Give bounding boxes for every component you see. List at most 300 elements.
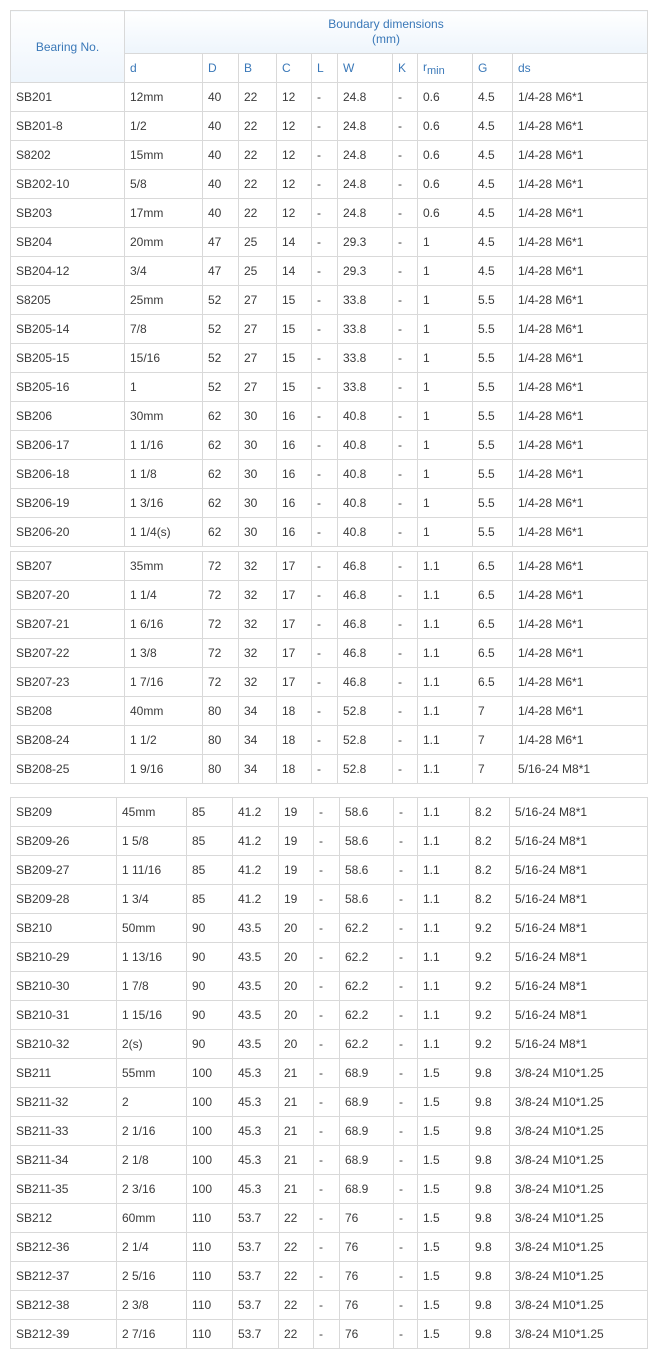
cell-K: - xyxy=(393,373,418,402)
cell-rmin: 1.5 xyxy=(418,1146,470,1175)
cell-B: 25 xyxy=(239,257,277,286)
cell-ds: 1/4-28 M6*1 xyxy=(513,112,648,141)
col-header-B: B xyxy=(239,54,277,83)
cell-C: 15 xyxy=(277,344,312,373)
cell-C: 21 xyxy=(279,1146,314,1175)
cell-B: 34 xyxy=(239,755,277,784)
cell-G: 5.5 xyxy=(473,286,513,315)
cell-ds: 1/4-28 M6*1 xyxy=(513,373,648,402)
cell-W: 58.6 xyxy=(340,827,394,856)
cell-L: - xyxy=(314,972,340,1001)
cell-W: 33.8 xyxy=(338,344,393,373)
cell-W: 62.2 xyxy=(340,1001,394,1030)
col-header-ds: ds xyxy=(513,54,648,83)
cell-ds: 5/16-24 M8*1 xyxy=(510,885,648,914)
cell-B: 34 xyxy=(239,726,277,755)
spec-table-sb201-sb206 xyxy=(10,10,648,547)
cell-rmin: 1 xyxy=(418,431,473,460)
cell-D: 72 xyxy=(203,668,239,697)
cell-d: 1 1/16 xyxy=(125,431,203,460)
cell-G: 5.5 xyxy=(473,344,513,373)
table-row xyxy=(11,1204,648,1233)
cell-K: - xyxy=(393,228,418,257)
cell-D: 52 xyxy=(203,286,239,315)
cell-ds: 3/8-24 M10*1.25 xyxy=(510,1117,648,1146)
cell-bearing-no: SB211-35 xyxy=(11,1175,117,1204)
cell-G: 9.2 xyxy=(470,972,510,1001)
cell-C: 12 xyxy=(277,112,312,141)
cell-W: 46.8 xyxy=(338,668,393,697)
cell-D: 90 xyxy=(187,914,233,943)
cell-D: 90 xyxy=(187,972,233,1001)
cell-G: 8.2 xyxy=(470,856,510,885)
cell-L: - xyxy=(312,83,338,112)
cell-D: 100 xyxy=(187,1059,233,1088)
cell-L: - xyxy=(312,518,338,547)
cell-C: 16 xyxy=(277,489,312,518)
cell-K: - xyxy=(393,489,418,518)
cell-K: - xyxy=(394,1146,418,1175)
cell-d: 1 6/16 xyxy=(125,610,203,639)
cell-rmin: 1.1 xyxy=(418,885,470,914)
cell-bearing-no: SB205-14 xyxy=(11,315,125,344)
cell-bearing-no: SB206-17 xyxy=(11,431,125,460)
cell-W: 40.8 xyxy=(338,460,393,489)
cell-bearing-no: SB212-36 xyxy=(11,1233,117,1262)
cell-L: - xyxy=(314,1262,340,1291)
cell-C: 20 xyxy=(279,1030,314,1059)
cell-ds: 3/8-24 M10*1.25 xyxy=(510,1291,648,1320)
cell-B: 22 xyxy=(239,83,277,112)
cell-L: - xyxy=(314,1030,340,1059)
cell-K: - xyxy=(393,610,418,639)
table-row xyxy=(11,726,648,755)
cell-K: - xyxy=(393,518,418,547)
table-row xyxy=(11,1088,648,1117)
cell-L: - xyxy=(312,755,338,784)
cell-C: 16 xyxy=(277,518,312,547)
cell-d: 1 3/4 xyxy=(117,885,187,914)
table-row xyxy=(11,639,648,668)
cell-W: 46.8 xyxy=(338,581,393,610)
cell-D: 85 xyxy=(187,885,233,914)
col-header-L: L xyxy=(312,54,338,83)
cell-bearing-no: SB208 xyxy=(11,697,125,726)
cell-bearing-no: SB210-29 xyxy=(11,943,117,972)
cell-d: 35mm xyxy=(125,552,203,581)
cell-D: 52 xyxy=(203,315,239,344)
r-label: r xyxy=(423,59,427,74)
cell-bearing-no: SB212-38 xyxy=(11,1291,117,1320)
cell-W: 76 xyxy=(340,1204,394,1233)
spec-table-sb209-sb212 xyxy=(10,797,648,1349)
cell-D: 47 xyxy=(203,228,239,257)
cell-W: 58.6 xyxy=(340,798,394,827)
cell-rmin: 0.6 xyxy=(418,170,473,199)
cell-C: 15 xyxy=(277,315,312,344)
cell-L: - xyxy=(312,726,338,755)
table-row xyxy=(11,1262,648,1291)
cell-rmin: 1.1 xyxy=(418,856,470,885)
cell-G: 5.5 xyxy=(473,373,513,402)
cell-D: 62 xyxy=(203,518,239,547)
cell-C: 16 xyxy=(277,460,312,489)
cell-D: 100 xyxy=(187,1117,233,1146)
cell-rmin: 1.1 xyxy=(418,581,473,610)
cell-G: 9.2 xyxy=(470,943,510,972)
cell-bearing-no: SB208-25 xyxy=(11,755,125,784)
cell-rmin: 1 xyxy=(418,344,473,373)
cell-L: - xyxy=(312,697,338,726)
col-header-rmin xyxy=(418,54,473,83)
cell-W: 52.8 xyxy=(338,697,393,726)
cell-rmin: 1.1 xyxy=(418,552,473,581)
cell-B: 30 xyxy=(239,402,277,431)
table-row xyxy=(11,798,648,827)
cell-B: 22 xyxy=(239,199,277,228)
cell-ds: 5/16-24 M8*1 xyxy=(510,972,648,1001)
cell-ds: 5/16-24 M8*1 xyxy=(510,1001,648,1030)
cell-D: 40 xyxy=(203,112,239,141)
cell-d: 2 3/8 xyxy=(117,1291,187,1320)
cell-B: 25 xyxy=(239,228,277,257)
cell-W: 40.8 xyxy=(338,518,393,547)
cell-K: - xyxy=(393,755,418,784)
cell-B: 53.7 xyxy=(233,1320,279,1349)
cell-rmin: 1.1 xyxy=(418,639,473,668)
cell-rmin: 1.5 xyxy=(418,1117,470,1146)
cell-W: 24.8 xyxy=(338,83,393,112)
bearing-no-header: Bearing No. xyxy=(11,11,125,83)
cell-rmin: 1 xyxy=(418,489,473,518)
cell-G: 5.5 xyxy=(473,315,513,344)
cell-D: 110 xyxy=(187,1233,233,1262)
cell-ds: 5/16-24 M8*1 xyxy=(513,755,648,784)
cell-rmin: 1 xyxy=(418,373,473,402)
cell-K: - xyxy=(394,1117,418,1146)
cell-d: 1 11/16 xyxy=(117,856,187,885)
cell-D: 52 xyxy=(203,344,239,373)
cell-G: 5.5 xyxy=(473,431,513,460)
cell-B: 41.2 xyxy=(233,856,279,885)
cell-rmin: 1 xyxy=(418,315,473,344)
cell-L: - xyxy=(314,943,340,972)
table-row xyxy=(11,431,648,460)
cell-L: - xyxy=(312,257,338,286)
cell-G: 4.5 xyxy=(473,112,513,141)
cell-G: 8.2 xyxy=(470,798,510,827)
cell-bearing-no: SB209-26 xyxy=(11,827,117,856)
table-row xyxy=(11,943,648,972)
cell-L: - xyxy=(312,668,338,697)
cell-bearing-no: SB211-32 xyxy=(11,1088,117,1117)
table-row xyxy=(11,914,648,943)
cell-rmin: 1 xyxy=(418,228,473,257)
cell-B: 43.5 xyxy=(233,1001,279,1030)
cell-D: 47 xyxy=(203,257,239,286)
cell-K: - xyxy=(394,972,418,1001)
cell-bearing-no: SB206 xyxy=(11,402,125,431)
cell-bearing-no: SB212 xyxy=(11,1204,117,1233)
cell-W: 24.8 xyxy=(338,170,393,199)
cell-D: 100 xyxy=(187,1146,233,1175)
cell-W: 58.6 xyxy=(340,885,394,914)
cell-ds: 1/4-28 M6*1 xyxy=(513,668,648,697)
table-row xyxy=(11,755,648,784)
cell-d: 15mm xyxy=(125,141,203,170)
cell-W: 68.9 xyxy=(340,1146,394,1175)
cell-bearing-no: SB204-12 xyxy=(11,257,125,286)
cell-C: 15 xyxy=(277,286,312,315)
cell-C: 19 xyxy=(279,798,314,827)
cell-G: 9.8 xyxy=(470,1291,510,1320)
cell-rmin: 1.1 xyxy=(418,668,473,697)
cell-G: 4.5 xyxy=(473,141,513,170)
cell-L: - xyxy=(314,1291,340,1320)
cell-W: 24.8 xyxy=(338,112,393,141)
table-row xyxy=(11,1291,648,1320)
cell-L: - xyxy=(312,344,338,373)
cell-W: 68.9 xyxy=(340,1088,394,1117)
cell-ds: 1/4-28 M6*1 xyxy=(513,610,648,639)
cell-G: 9.8 xyxy=(470,1233,510,1262)
cell-L: - xyxy=(314,1001,340,1030)
cell-bearing-no: SB207-22 xyxy=(11,639,125,668)
cell-C: 17 xyxy=(277,639,312,668)
cell-K: - xyxy=(394,1030,418,1059)
cell-ds: 1/4-28 M6*1 xyxy=(513,697,648,726)
cell-L: - xyxy=(312,552,338,581)
cell-B: 30 xyxy=(239,518,277,547)
cell-rmin: 1.1 xyxy=(418,1030,470,1059)
cell-G: 9.8 xyxy=(470,1117,510,1146)
cell-bearing-no: SB209 xyxy=(11,798,117,827)
cell-L: - xyxy=(314,827,340,856)
cell-C: 16 xyxy=(277,431,312,460)
cell-L: - xyxy=(312,489,338,518)
cell-ds: 1/4-28 M6*1 xyxy=(513,552,648,581)
cell-L: - xyxy=(314,1088,340,1117)
cell-L: - xyxy=(314,798,340,827)
cell-d: 1/2 xyxy=(125,112,203,141)
cell-G: 9.2 xyxy=(470,914,510,943)
cell-rmin: 1.5 xyxy=(418,1088,470,1117)
cell-rmin: 1.5 xyxy=(418,1175,470,1204)
cell-d: 1 3/16 xyxy=(125,489,203,518)
cell-W: 40.8 xyxy=(338,431,393,460)
cell-bearing-no: SB212-37 xyxy=(11,1262,117,1291)
cell-L: - xyxy=(312,373,338,402)
cell-B: 32 xyxy=(239,581,277,610)
table-row xyxy=(11,1030,648,1059)
cell-K: - xyxy=(393,402,418,431)
cell-d: 2 1/16 xyxy=(117,1117,187,1146)
table-body-group2 xyxy=(11,552,648,784)
cell-C: 19 xyxy=(279,827,314,856)
cell-L: - xyxy=(312,431,338,460)
cell-B: 43.5 xyxy=(233,914,279,943)
cell-K: - xyxy=(393,668,418,697)
cell-K: - xyxy=(394,1262,418,1291)
cell-rmin: 0.6 xyxy=(418,141,473,170)
cell-B: 30 xyxy=(239,489,277,518)
cell-d: 1 1/4 xyxy=(125,581,203,610)
boundary-title: Boundary dimensions xyxy=(328,17,444,31)
cell-C: 14 xyxy=(277,228,312,257)
cell-rmin: 1.5 xyxy=(418,1262,470,1291)
cell-D: 80 xyxy=(203,697,239,726)
table-row xyxy=(11,83,648,112)
cell-ds: 1/4-28 M6*1 xyxy=(513,431,648,460)
cell-B: 53.7 xyxy=(233,1204,279,1233)
cell-B: 22 xyxy=(239,170,277,199)
cell-bearing-no: S8205 xyxy=(11,286,125,315)
cell-d: 3/4 xyxy=(125,257,203,286)
cell-G: 6.5 xyxy=(473,581,513,610)
cell-d: 2 5/16 xyxy=(117,1262,187,1291)
cell-W: 29.3 xyxy=(338,228,393,257)
cell-ds: 3/8-24 M10*1.25 xyxy=(510,1233,648,1262)
cell-bearing-no: SB205-16 xyxy=(11,373,125,402)
cell-d: 20mm xyxy=(125,228,203,257)
cell-C: 12 xyxy=(277,170,312,199)
cell-W: 68.9 xyxy=(340,1117,394,1146)
cell-d: 2 1/8 xyxy=(117,1146,187,1175)
cell-D: 40 xyxy=(203,199,239,228)
cell-bearing-no: SB211-34 xyxy=(11,1146,117,1175)
cell-L: - xyxy=(312,581,338,610)
cell-bearing-no: SB206-19 xyxy=(11,489,125,518)
cell-G: 7 xyxy=(473,726,513,755)
cell-L: - xyxy=(314,1117,340,1146)
cell-G: 4.5 xyxy=(473,228,513,257)
table-row xyxy=(11,141,648,170)
cell-K: - xyxy=(393,431,418,460)
cell-C: 18 xyxy=(277,726,312,755)
cell-B: 32 xyxy=(239,668,277,697)
cell-B: 41.2 xyxy=(233,827,279,856)
cell-K: - xyxy=(394,1320,418,1349)
cell-K: - xyxy=(394,1059,418,1088)
cell-G: 8.2 xyxy=(470,885,510,914)
cell-C: 19 xyxy=(279,856,314,885)
cell-rmin: 0.6 xyxy=(418,83,473,112)
cell-C: 20 xyxy=(279,972,314,1001)
cell-bearing-no: SB210-32 xyxy=(11,1030,117,1059)
cell-G: 9.8 xyxy=(470,1059,510,1088)
cell-ds: 3/8-24 M10*1.25 xyxy=(510,1088,648,1117)
cell-bearing-no: SB207-21 xyxy=(11,610,125,639)
cell-bearing-no: SB203 xyxy=(11,199,125,228)
boundary-dimensions-header xyxy=(125,11,648,54)
table-row xyxy=(11,1320,648,1349)
cell-ds: 3/8-24 M10*1.25 xyxy=(510,1175,648,1204)
r-subscript: min xyxy=(427,64,445,77)
cell-W: 62.2 xyxy=(340,972,394,1001)
cell-C: 22 xyxy=(279,1262,314,1291)
cell-L: - xyxy=(314,1233,340,1262)
cell-B: 27 xyxy=(239,373,277,402)
cell-C: 22 xyxy=(279,1291,314,1320)
cell-L: - xyxy=(314,1059,340,1088)
cell-G: 4.5 xyxy=(473,257,513,286)
table-row xyxy=(11,1175,648,1204)
cell-ds: 1/4-28 M6*1 xyxy=(513,315,648,344)
table-row xyxy=(11,257,648,286)
table-row xyxy=(11,518,648,547)
table-row xyxy=(11,1059,648,1088)
cell-d: 2 7/16 xyxy=(117,1320,187,1349)
cell-rmin: 1.1 xyxy=(418,943,470,972)
cell-D: 90 xyxy=(187,1030,233,1059)
cell-C: 21 xyxy=(279,1175,314,1204)
cell-K: - xyxy=(394,798,418,827)
cell-C: 22 xyxy=(279,1204,314,1233)
cell-d: 12mm xyxy=(125,83,203,112)
cell-C: 18 xyxy=(277,697,312,726)
cell-W: 40.8 xyxy=(338,402,393,431)
cell-rmin: 1.5 xyxy=(418,1233,470,1262)
cell-D: 62 xyxy=(203,489,239,518)
cell-L: - xyxy=(312,286,338,315)
cell-G: 5.5 xyxy=(473,518,513,547)
cell-d: 2(s) xyxy=(117,1030,187,1059)
cell-G: 9.8 xyxy=(470,1320,510,1349)
cell-W: 76 xyxy=(340,1320,394,1349)
cell-rmin: 0.6 xyxy=(418,199,473,228)
cell-d: 1 1/8 xyxy=(125,460,203,489)
table-body-group1 xyxy=(11,83,648,547)
cell-K: - xyxy=(393,83,418,112)
table-row xyxy=(11,581,648,610)
cell-G: 9.2 xyxy=(470,1030,510,1059)
cell-D: 40 xyxy=(203,141,239,170)
cell-B: 34 xyxy=(239,697,277,726)
cell-W: 62.2 xyxy=(340,914,394,943)
cell-D: 80 xyxy=(203,726,239,755)
cell-ds: 1/4-28 M6*1 xyxy=(513,489,648,518)
cell-rmin: 0.6 xyxy=(418,112,473,141)
table-row xyxy=(11,972,648,1001)
cell-B: 27 xyxy=(239,315,277,344)
cell-ds: 1/4-28 M6*1 xyxy=(513,286,648,315)
cell-L: - xyxy=(312,228,338,257)
cell-D: 110 xyxy=(187,1204,233,1233)
cell-K: - xyxy=(393,552,418,581)
cell-G: 5.5 xyxy=(473,489,513,518)
cell-bearing-no: SB205-15 xyxy=(11,344,125,373)
cell-rmin: 1.1 xyxy=(418,1001,470,1030)
table-row xyxy=(11,228,648,257)
cell-W: 52.8 xyxy=(338,755,393,784)
cell-W: 29.3 xyxy=(338,257,393,286)
cell-L: - xyxy=(312,610,338,639)
cell-ds: 1/4-28 M6*1 xyxy=(513,199,648,228)
cell-rmin: 1.1 xyxy=(418,610,473,639)
cell-ds: 1/4-28 M6*1 xyxy=(513,581,648,610)
table-row xyxy=(11,489,648,518)
cell-B: 45.3 xyxy=(233,1059,279,1088)
boundary-unit: (mm) xyxy=(372,32,400,46)
table-row xyxy=(11,344,648,373)
cell-L: - xyxy=(312,170,338,199)
cell-K: - xyxy=(394,1291,418,1320)
cell-C: 12 xyxy=(277,141,312,170)
cell-B: 53.7 xyxy=(233,1291,279,1320)
cell-B: 22 xyxy=(239,141,277,170)
cell-L: - xyxy=(314,914,340,943)
table-row xyxy=(11,199,648,228)
